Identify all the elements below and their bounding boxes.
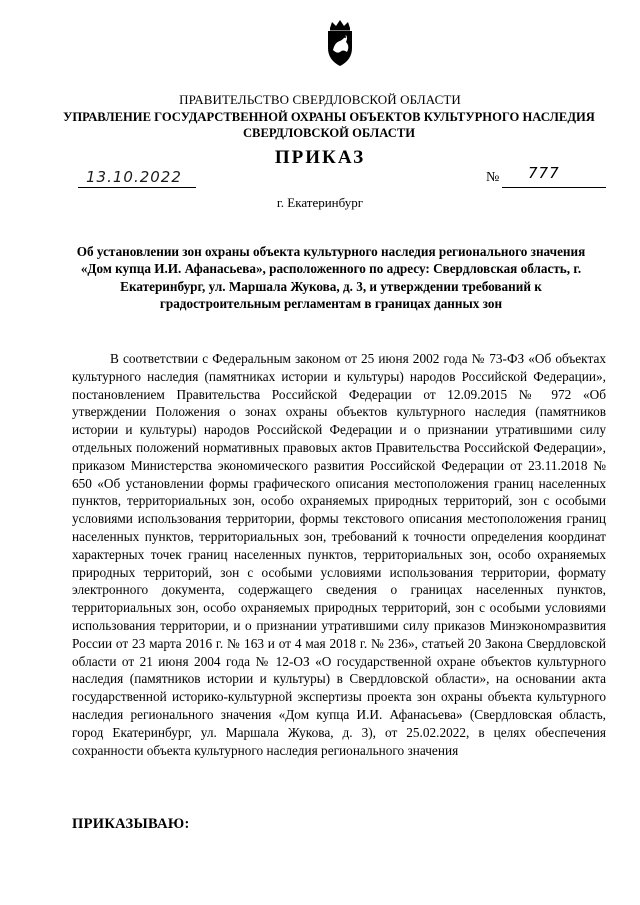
document-date-value: 13.10.2022: [86, 168, 182, 186]
coat-of-arms-icon: [320, 18, 360, 68]
number-underline: [502, 187, 606, 188]
document-date: [78, 168, 196, 190]
order-word: ПРИКАЗЫВАЮ:: [72, 816, 190, 832]
document-body: В соответствии с Федеральным законом от 25 июня 2002 года № 73-ФЗ «Об объектах культурного наследия (памятниках истории и культуры) народов Российской Федерации», постановлением Правительства Российской Федерации от 12.09.2015 № 972 «Об утверждении Положения о зонах охраны объектов культурного наследия (памятников истории и культуры) народов Российской Федерации и о признании утратившими силу отдельных положений нормативных правовых актов Правительства Российской Федерации», приказом Министерства экономического развития Российской Федерации от 23.11.2018 № 650 «Об установлении формы графического описания местоположения границ населенных пунктов, территориальных зон, особо охраняемых природных территорий, зон с особыми условиями использования территории, формы текстового описания местоположения границ населенных пунктов, территориальных зон, требований к точности определения координат характерных точек границ населенных пунктов, территориальных зон, особо охраняемых природных территорий, зон с особыми условиями использования территории, формату электронного документа, содержащего сведения о границах населенных пунктов, территориальных зон, особо охраняемых природных территорий, зон с особыми условиями использования территории, и о признании утратившими силу приказов Минэкономразвития России от 23 марта 2016 г. № 163 и от 4 мая 2018 г. № 236», статьей 20 Закона Свердловской области от 21 июня 2004 года № 12-ОЗ «О государственной охране объектов культурного наследия (памятников истории и культуры) в Свердловской области», на основании акта государственной историко-культурной экспертизы проекта зон охраны объекта культурного наследия регионального значения «Дом купца И.И. Афанасьева» (Свердловская область, город Екатеринбург, ул. Маршала Жукова, д. 3), от 25.02.2022, в целях обеспечения сохранности объекта культурного наследия регионального значения: [72, 351, 606, 758]
document-number: 777: [528, 164, 560, 182]
document-type: ПРИКАЗ: [274, 147, 366, 168]
date-underline: [78, 187, 196, 188]
government-name: ПРАВИТЕЛЬСТВО СВЕРДЛОВСКОЙ ОБЛАСТИ: [179, 92, 461, 107]
department-line-1: УПРАВЛЕНИЕ ГОСУДАРСТВЕННОЙ ОХРАНЫ ОБЪЕКТОВ КУЛЬТУРНОГО НАСЛЕДИЯ: [63, 110, 595, 124]
document-subject: Об установлении зон охраны объекта культурного наследия регионального значения «Дом купца И.И. Афанасьева», расположенного по адресу: Свердловская область, г. Екатеринбург, ул. Маршала Жукова, д. 3, и утверждении требований к градостроительным регламентам в границах данных зон: [76, 244, 586, 312]
department-line-2: СВЕРДЛОВСКОЙ ОБЛАСТИ: [242, 126, 416, 140]
department-name: [0, 109, 640, 141]
city: г. Екатеринбург: [276, 195, 364, 210]
number-label: №: [486, 170, 500, 185]
